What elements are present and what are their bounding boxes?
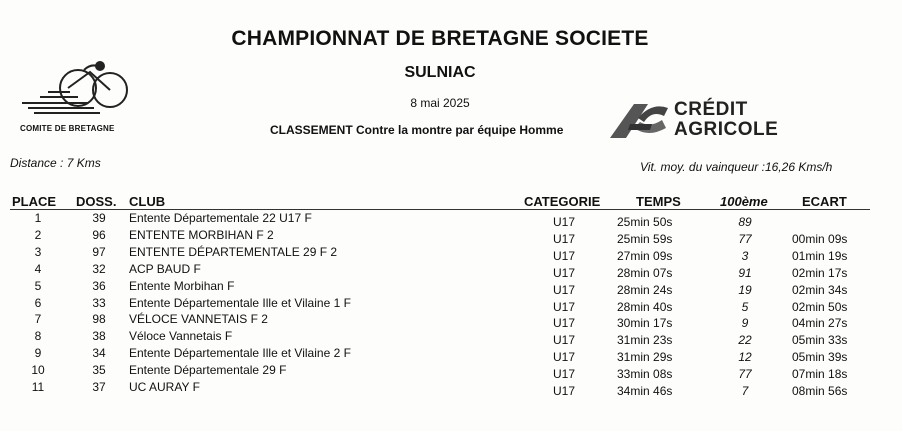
table-row bbox=[0, 262, 902, 279]
ecart-cell: 05min 33s bbox=[792, 333, 848, 348]
doss-cell: 39 bbox=[92, 211, 106, 225]
doss-cell: 34 bbox=[92, 346, 106, 361]
credit-agricole-logo bbox=[608, 98, 818, 146]
place-cell: 7 bbox=[34, 312, 42, 327]
table-row bbox=[0, 380, 902, 397]
club-cell: Entente Départementale Ille et Vilaine 1 F bbox=[129, 295, 351, 310]
cyclist-logo-icon bbox=[18, 58, 138, 122]
categorie-cell: U17 bbox=[553, 316, 576, 331]
ecart-cell: 08min 56s bbox=[792, 384, 848, 398]
categorie-cell: U17 bbox=[553, 282, 576, 297]
club-cell: VÉLOCE VANNETAIS F 2 bbox=[129, 312, 268, 327]
column-header-doss: DOSS. bbox=[76, 194, 117, 209]
club-cell: Entente Départementale Ille et Vilaine 2 F bbox=[129, 346, 351, 361]
column-header-temps: TEMPS bbox=[636, 194, 681, 209]
ecart-cell: 05min 39s bbox=[792, 350, 848, 365]
column-header-categorie: CATEGORIE bbox=[524, 194, 601, 209]
table-row bbox=[0, 228, 902, 245]
table-row bbox=[0, 279, 902, 296]
temps-cell: 28min 40s bbox=[617, 299, 673, 314]
doss-cell: 37 bbox=[92, 380, 106, 394]
ecart-cell: 01min 19s bbox=[792, 248, 848, 263]
centieme-cell: 22 bbox=[738, 333, 752, 348]
place-cell: 5 bbox=[34, 278, 42, 293]
categorie-cell: U17 bbox=[553, 384, 576, 398]
comite-bretagne-name: COMITE DE BRETAGNE bbox=[20, 124, 115, 133]
page-title: CHAMPIONNAT DE BRETAGNE SOCIETE bbox=[231, 27, 649, 50]
table-row bbox=[0, 211, 902, 228]
club-cell: ACP BAUD F bbox=[129, 261, 201, 276]
doss-cell: 97 bbox=[92, 244, 106, 259]
centieme-cell: 77 bbox=[738, 367, 752, 382]
categorie-cell: U17 bbox=[553, 299, 576, 314]
temps-cell: 27min 09s bbox=[617, 248, 673, 263]
temps-cell: 31min 23s bbox=[617, 333, 673, 348]
column-header-place: PLACE bbox=[12, 194, 57, 209]
ecart-cell: 02min 17s bbox=[792, 265, 848, 280]
table-row bbox=[0, 296, 902, 313]
credit-agricole-line2: AGRICOLE bbox=[674, 119, 779, 140]
club-cell: ENTENTE MORBIHAN F 2 bbox=[129, 227, 274, 242]
place-cell: 3 bbox=[34, 244, 42, 259]
categorie-cell: U17 bbox=[553, 231, 576, 246]
place-cell: 10 bbox=[31, 363, 45, 378]
centieme-cell: 89 bbox=[738, 215, 752, 229]
doss-cell: 36 bbox=[92, 278, 106, 293]
doss-cell: 98 bbox=[92, 312, 106, 327]
club-cell: Entente Départementale 29 F bbox=[129, 363, 287, 378]
ecart-cell: 02min 50s bbox=[792, 299, 848, 314]
club-cell: UC AURAY F bbox=[129, 380, 200, 394]
temps-cell: 28min 07s bbox=[617, 265, 673, 280]
temps-cell: 30min 17s bbox=[617, 316, 673, 331]
credit-agricole-logo-icon bbox=[608, 98, 670, 142]
temps-cell: 25min 50s bbox=[617, 215, 673, 229]
classement-title: CLASSEMENT Contre la montre par équipe Homme bbox=[270, 123, 564, 137]
column-header-centieme: 100ème bbox=[720, 194, 768, 209]
centieme-cell: 9 bbox=[741, 316, 749, 331]
event-date: 8 mai 2025 bbox=[410, 96, 470, 110]
place-cell: 11 bbox=[31, 380, 45, 394]
temps-cell: 25min 59s bbox=[617, 231, 673, 246]
club-cell: Véloce Vannetais F bbox=[129, 329, 233, 344]
table-row bbox=[0, 312, 902, 329]
column-header-club: CLUB bbox=[129, 194, 166, 209]
club-cell: Entente Morbihan F bbox=[129, 278, 235, 293]
centieme-cell: 19 bbox=[738, 282, 752, 297]
winner-speed-info: Vit. moy. du vainqueur :16,26 Kms/h bbox=[640, 160, 833, 174]
place-cell: 4 bbox=[34, 261, 42, 276]
table-row bbox=[0, 329, 902, 346]
temps-cell: 28min 24s bbox=[617, 282, 673, 297]
centieme-cell: 5 bbox=[741, 299, 749, 314]
club-cell: ENTENTE DÉPARTEMENTALE 29 F 2 bbox=[129, 244, 338, 259]
doss-cell: 96 bbox=[92, 227, 106, 242]
place-cell: 2 bbox=[34, 227, 42, 242]
categorie-cell: U17 bbox=[553, 333, 576, 348]
temps-cell: 34min 46s bbox=[617, 384, 673, 398]
centieme-cell: 3 bbox=[741, 248, 749, 263]
club-cell: Entente Départementale 22 U17 F bbox=[129, 211, 312, 225]
doss-cell: 38 bbox=[92, 329, 106, 344]
centieme-cell: 91 bbox=[738, 265, 752, 280]
temps-cell: 31min 29s bbox=[617, 350, 673, 365]
centieme-cell: 77 bbox=[738, 231, 752, 246]
table-row bbox=[0, 245, 902, 262]
table-row bbox=[0, 346, 902, 363]
place-cell: 1 bbox=[34, 211, 42, 225]
doss-cell: 32 bbox=[92, 261, 106, 276]
header-divider bbox=[10, 209, 870, 210]
temps-cell: 33min 08s bbox=[617, 367, 673, 382]
ecart-cell: 04min 27s bbox=[792, 316, 848, 331]
credit-agricole-line1: CRÉDIT bbox=[674, 99, 748, 120]
categorie-cell: U17 bbox=[553, 215, 576, 229]
ecart-cell: 07min 18s bbox=[792, 367, 848, 382]
column-header-ecart: ECART bbox=[802, 194, 847, 209]
place-cell: 8 bbox=[34, 329, 42, 344]
ecart-cell: 02min 34s bbox=[792, 282, 848, 297]
categorie-cell: U17 bbox=[553, 367, 576, 382]
doss-cell: 33 bbox=[92, 295, 106, 310]
categorie-cell: U17 bbox=[553, 265, 576, 280]
centieme-cell: 12 bbox=[738, 350, 752, 365]
distance-info: Distance : 7 Kms bbox=[10, 156, 101, 170]
event-location: SULNIAC bbox=[404, 64, 476, 81]
table-row bbox=[0, 363, 902, 380]
doss-cell: 35 bbox=[92, 363, 106, 378]
categorie-cell: U17 bbox=[553, 248, 576, 263]
place-cell: 9 bbox=[34, 346, 42, 361]
centieme-cell: 7 bbox=[741, 384, 749, 398]
ecart-cell: 00min 09s bbox=[792, 231, 848, 246]
categorie-cell: U17 bbox=[553, 350, 576, 365]
place-cell: 6 bbox=[34, 295, 42, 310]
